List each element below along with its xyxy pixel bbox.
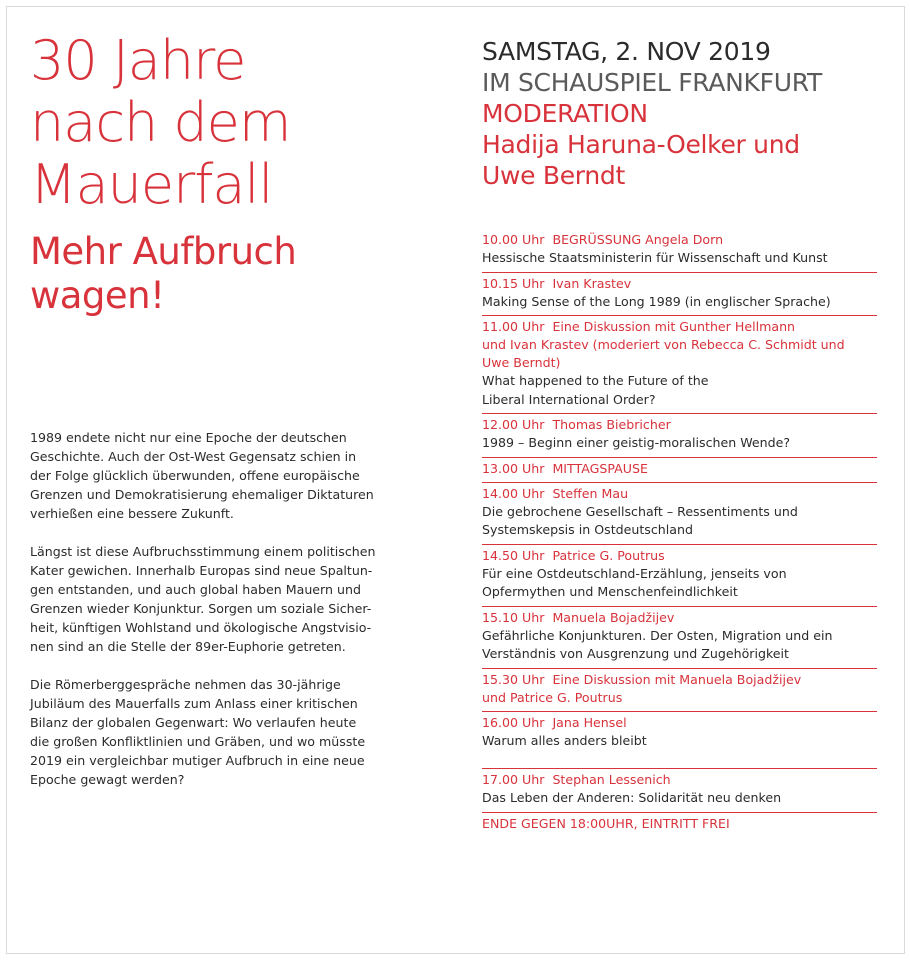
entry-heading [482, 318, 877, 336]
entry-time: 13.00 Uhr [482, 460, 545, 476]
moderation-label: MODERATION [482, 99, 648, 128]
subtitle [30, 230, 430, 318]
entry-description: Die gebrochene Gesellschaft – Ressentiments und [482, 503, 798, 519]
entry-heading [482, 547, 877, 565]
event-date: SAMSTAG, 2. NOV 2019 [482, 37, 771, 66]
entry-title: Stephan Lessenich [552, 772, 671, 787]
entry-heading [482, 609, 877, 627]
entry-title: Ivan Krastev [552, 275, 632, 291]
entry-title: MITTAGSPAUSE [552, 460, 648, 476]
intro-paragraph [30, 542, 386, 656]
intro-line: verhießen eine bessere Zukunft. [30, 506, 234, 521]
intro-line: 1989 endete nicht nur eine Epoche der deutschen [30, 430, 347, 445]
intro-line: Epoche gewagt werden? [30, 772, 185, 787]
entry-description: Warum alles anders bleibt [482, 732, 647, 748]
entry-title: und Ivan Krastev (moderiert von Rebecca C. Schmidt und [482, 337, 845, 352]
entry-time: 14.00 Uhr [482, 485, 545, 501]
intro-line: Grenzen wieder Konjunktur. Sorgen um soziale Sicher- [30, 601, 372, 616]
intro-text [30, 428, 386, 808]
title-line: 30 Jahre [30, 29, 246, 92]
program-list [482, 229, 877, 833]
entry-heading [482, 689, 877, 707]
program-entry [482, 545, 877, 607]
entry-time: 17.00 Uhr [482, 772, 545, 787]
entry-heading [482, 714, 877, 732]
entry-description: Verständnis von Ausgrenzung und Zugehörigkeit [482, 646, 789, 661]
subtitle-line: Mehr Aufbruch [30, 230, 297, 273]
entry-description: Für eine Ostdeutschland-Erzählung, jenseits von [482, 565, 787, 581]
entry-title: Thomas Biebricher [552, 417, 671, 432]
program-entry [482, 483, 877, 545]
entry-title: Steffen Mau [552, 485, 629, 501]
entry-time: 15.10 Uhr [482, 609, 545, 625]
program-entry [482, 229, 877, 273]
intro-line: der Folge glücklich überwunden, offene europäische [30, 468, 360, 483]
program-entry [482, 769, 877, 813]
title-line: Mauerfall [30, 153, 273, 216]
intro-paragraph [30, 428, 386, 523]
entry-description: Opfermythen und Menschenfeindlichkeit [482, 584, 738, 599]
entry-time: 14.50 Uhr [482, 547, 545, 563]
intro-line: Jubiläum des Mauerfalls zum Anlass einer kritischen [30, 696, 358, 711]
main-title [30, 30, 430, 216]
entry-heading [482, 336, 877, 354]
entry-title: und Patrice G. Poutrus [482, 689, 623, 705]
intro-line: Kater gewichen. Innerhalb Europas sind neue Spaltun- [30, 563, 373, 578]
entry-title: Jana Hensel [552, 714, 627, 730]
entry-description: What happened to the Future of the [482, 373, 709, 388]
entry-description: Making Sense of the Long 1989 (in englischer Sprache) [482, 293, 831, 309]
intro-line: 2019 ein vergleichbar mutiger Aufbruch in eine neue [30, 753, 365, 768]
program-entry [482, 712, 877, 770]
entry-heading [482, 460, 877, 478]
entry-heading [482, 416, 877, 434]
left-column [30, 30, 430, 318]
program-entry [482, 607, 877, 669]
moderators-line: Uwe Berndt [482, 161, 625, 190]
entry-time: 10.00 Uhr [482, 232, 545, 247]
intro-line: Längst ist diese Aufbruchsstimmung einem politischen [30, 544, 376, 559]
entry-time: 16.00 Uhr [482, 714, 545, 730]
entry-time: 15.30 Uhr [482, 671, 545, 687]
entry-description: Systemskepsis in Ostdeutschland [482, 522, 693, 537]
intro-line: gen entstanden, und auch global haben Mauern und [30, 582, 361, 597]
entry-description: Liberal International Order? [482, 391, 656, 407]
entry-description: 1989 – Beginn einer geistig-moralischen Wende? [482, 435, 791, 450]
entry-title: Uwe Berndt) [482, 355, 561, 370]
entry-heading [482, 671, 877, 689]
entry-heading [482, 275, 877, 293]
subtitle-line: wagen! [30, 274, 165, 317]
entry-title: Manuela Bojadžijev [552, 609, 675, 625]
entry-heading [482, 231, 877, 249]
entry-title: BEGRÜSSUNG Angela Dorn [552, 232, 724, 247]
intro-line: Die Römerberggespräche nehmen das 30-jährige [30, 677, 341, 692]
title-line: nach dem [30, 91, 291, 154]
intro-line: nen sind an die Stelle der 89er-Euphorie getreten. [30, 639, 346, 654]
program-entry [482, 273, 877, 317]
program-entry [482, 669, 877, 712]
entry-title: Eine Diskussion mit Gunther Hellmann [552, 319, 796, 334]
intro-line: heit, künftigen Wohlstand und ökologische Angstvisio- [30, 620, 372, 635]
entry-title: Patrice G. Poutrus [552, 547, 665, 563]
intro-line: Grenzen und Demokratisierung ehemaliger Diktaturen [30, 487, 374, 502]
entry-heading [482, 354, 877, 372]
event-header [482, 36, 877, 191]
intro-line: Geschichte. Auch der Ost-West Gegensatz schien in [30, 449, 357, 464]
entry-time: 12.00 Uhr [482, 417, 545, 432]
entry-description: Gefährliche Konjunkturen. Der Osten, Migration und ein [482, 627, 833, 643]
program-entry [482, 458, 877, 483]
entry-time: 10.15 Uhr [482, 275, 545, 291]
event-venue: IM SCHAUSPIEL FRANKFURT [482, 68, 822, 97]
entry-description: Das Leben der Anderen: Solidarität neu denken [482, 790, 782, 805]
entry-heading [482, 771, 877, 789]
intro-paragraph [30, 675, 386, 789]
program-entry [482, 316, 877, 414]
entry-heading [482, 485, 877, 503]
moderators-line: Hadija Haruna-Oelker und [482, 130, 800, 159]
entry-title: Eine Diskussion mit Manuela Bojadžijev [552, 671, 802, 687]
entry-time: 11.00 Uhr [482, 319, 545, 334]
intro-line: die großen Konfliktlinien und Gräben, und wo müsste [30, 734, 366, 749]
program-entry [482, 414, 877, 458]
footer-note: ENDE GEGEN 18:00UHR, EINTRITT FREI [482, 815, 730, 831]
intro-line: Bilanz der globalen Gegenwart: Wo verlaufen heute [30, 715, 357, 730]
entry-description: Hessische Staatsministerin für Wissenschaft und Kunst [482, 250, 828, 265]
